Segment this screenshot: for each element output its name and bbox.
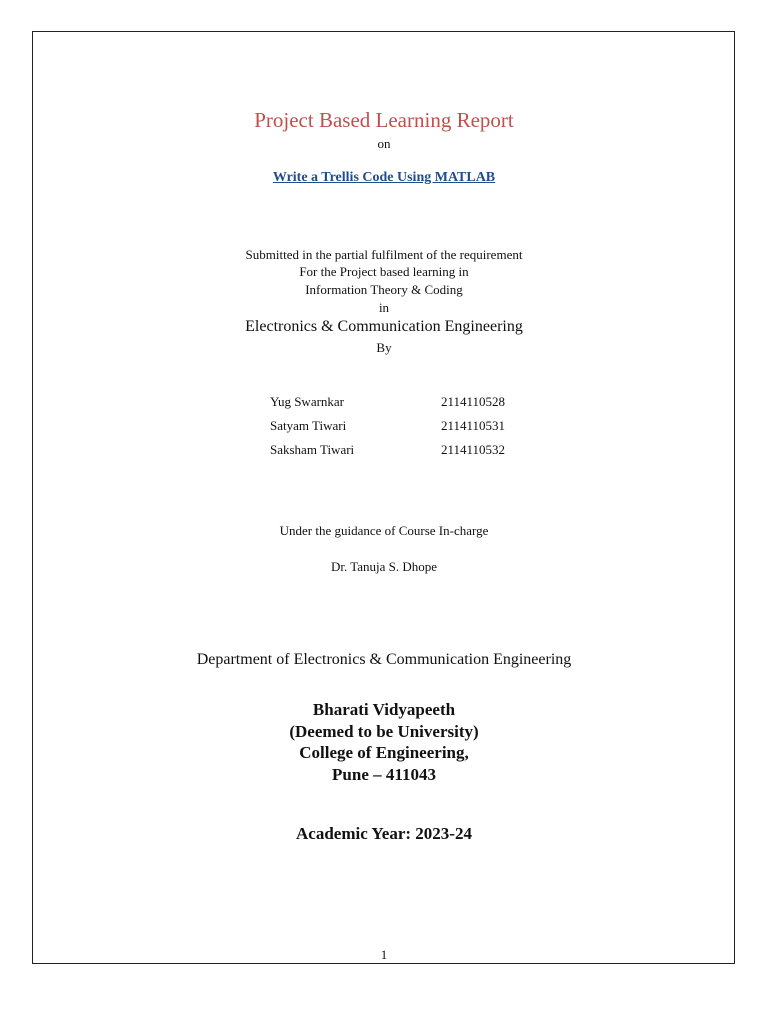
project-subtitle	[0, 170, 768, 186]
page-number: 1	[380, 947, 388, 962]
student-id: 2114110532	[441, 442, 506, 457]
academic-year: Academic Year: 2023-24	[296, 824, 472, 843]
submission-line-4: in	[378, 300, 390, 315]
guidance-label: Under the guidance of Course In-charge	[279, 523, 489, 538]
on-label: on	[377, 136, 391, 151]
program-name: Electronics & Communication Engineering	[245, 318, 523, 335]
institution-line-4: Pune – 411043	[332, 764, 436, 784]
student-name: Yug Swarnkar	[270, 394, 345, 409]
project-subtitle-text: Write a Trellis Code Using MATLAB	[272, 170, 496, 185]
department-name: Department of Electronics & Communication Engineering	[196, 651, 572, 668]
by-label: By	[376, 340, 392, 355]
student-name: Saksham Tiwari	[270, 442, 355, 457]
institution-line-2: (Deemed to be University)	[289, 721, 479, 741]
student-id: 2114110531	[441, 418, 506, 433]
institution-line-3: College of Engineering,	[299, 743, 469, 762]
institution-line-1: Bharati Vidyapeeth	[312, 700, 456, 719]
student-name: Satyam Tiwari	[270, 418, 347, 433]
submission-line-2: For the Project based learning in	[299, 264, 469, 279]
submission-line-1: Submitted in the partial fulfilment of the requirement	[245, 247, 523, 262]
report-title: Project Based Learning Report	[254, 108, 514, 132]
institution-block	[0, 699, 768, 785]
submission-line-3: Information Theory & Coding	[305, 282, 463, 297]
student-id: 2114110528	[441, 394, 506, 409]
guide-name: Dr. Tanuja S. Dhope	[330, 559, 438, 574]
